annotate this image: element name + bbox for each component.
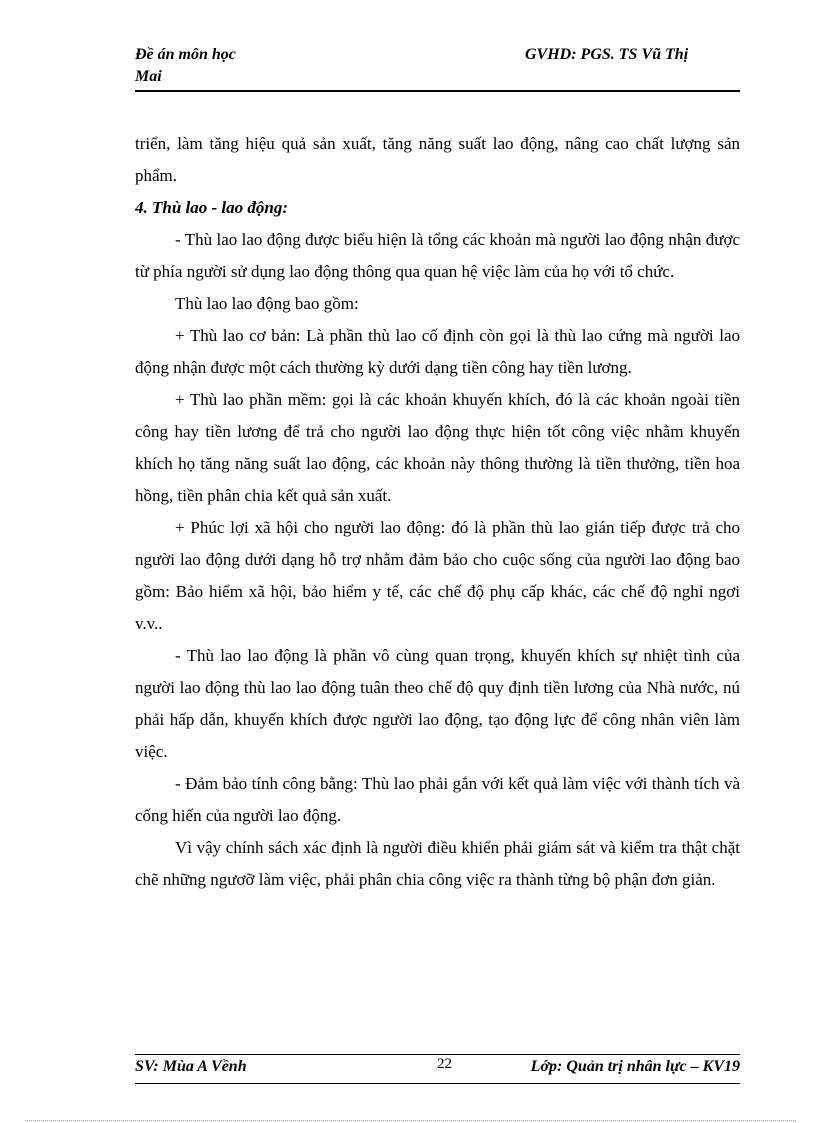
paragraph-7: - Đảm bảo tính công bằng: Thù lao phải gắn với kết quả làm việc với thành tích và cống hiến của người lao động.: [135, 774, 740, 825]
paragraph-3: + Thù lao cơ bản: Là phần thù lao cố định còn gọi là thù lao cứng mà người lao động nhận được một cách thường kỳ dưới dạng tiền công hay tiền lương.: [135, 326, 740, 377]
footer-class: Lớp: Quản trị nhân lực – KV19: [530, 1058, 740, 1075]
paragraph-2: Thù lao lao động bao gồm:: [175, 294, 359, 313]
page-bottom-divider: [25, 1120, 796, 1121]
paragraph-4: + Thù lao phần mềm: gọi là các khoản khuyến khích, đó là các khoản ngoài tiền công hay tiền lương để trả cho người lao động thực hiện tốt công việc nhằm khuyến khích họ tăng năng suất lao động, các khoản này thông thường là tiền thưởng, tiền hoa hồng, tiền phân chia kết quả sản xuất.: [135, 390, 740, 505]
paragraph-8: Vì vậy chính sách xác định là người điều khiển phải giám sát và kiểm tra thật chặt chẽ những ngươỡ làm việc, phải phân chia công việc ra thành từng bộ phận đơn giản.: [135, 838, 740, 889]
header-course: Đề án môn học: [135, 46, 236, 63]
page-header: [135, 44, 740, 92]
header-advisor: GVHD: PGS. TS Vũ Thị: [525, 46, 689, 63]
page-number: 22: [437, 1056, 452, 1072]
paragraph-1: - Thù lao lao động được biểu hiện là tổng các khoản mà người lao động nhận được từ phía người sử dụng lao động thông qua quan hệ việc làm của họ với tổ chức.: [135, 230, 740, 281]
paragraph-6: - Thù lao lao động là phần vô cùng quan trọng, khuyến khích sự nhiệt tình của người lao động thù lao lao động tuân theo chế độ quy định tiền lương của Nhà nước, nú phải hấp dẫn, khuyến khích được người lao động, tạo động lực để công nhân viên làm việc.: [135, 646, 740, 761]
document-body: [135, 128, 740, 896]
section-heading: 4. Thù lao - lao động:: [135, 198, 289, 217]
footer-student: SV: Mùa A Vềnh: [135, 1058, 247, 1075]
page-footer: [135, 1054, 740, 1084]
header-mai: Mai: [135, 68, 162, 85]
header-left: [135, 44, 236, 88]
paragraph-0: triển, làm tăng hiệu quả sản xuất, tăng năng suất lao động, nâng cao chất lượng sản phẩm.: [135, 134, 740, 185]
paragraph-5: + Phúc lợi xã hội cho người lao động: đó là phần thù lao gián tiếp được trả cho người lao động dưới dạng hỗ trợ nhằm đảm bảo cho cuộc sống của người lao động bao gồm: Bảo hiểm xã hội, bảo hiểm y tế, các chế độ phụ cấp khác, các chế độ nghỉ ngơi v.v..: [135, 518, 740, 633]
